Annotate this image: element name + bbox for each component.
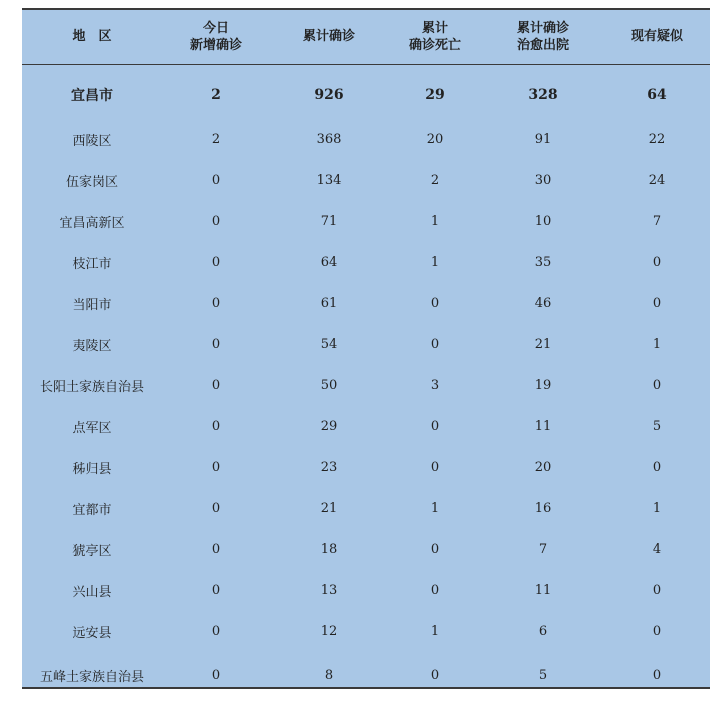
cell-suspected: 4: [652, 541, 662, 557]
cell-suspected: 5: [652, 418, 662, 434]
cell-deaths: 0: [430, 541, 440, 557]
header-cumulative-cured: [482, 10, 604, 64]
cell-deaths: 20: [426, 131, 444, 147]
cell-deaths: 0: [430, 336, 440, 352]
cell-cumulative: 8: [324, 668, 334, 683]
header-cumulative-deaths-line1: 累计: [421, 20, 448, 36]
cell-new: 0: [211, 377, 221, 393]
cell-deaths: 0: [430, 459, 440, 475]
cell-suspected: 22: [648, 131, 666, 147]
cell-suspected: 0: [652, 582, 662, 598]
cell-new: 0: [211, 459, 221, 475]
cell-cured: 30: [534, 172, 552, 188]
cell-region: 远安县: [72, 625, 112, 641]
cell-suspected: 0: [652, 254, 662, 270]
cell-cured: 7: [538, 541, 548, 557]
cell-cured: 11: [534, 582, 552, 598]
cell-suspected: 7: [652, 213, 662, 229]
table-row: [22, 652, 710, 700]
cell-new: 0: [211, 623, 221, 639]
cell-cumulative: 18: [320, 541, 338, 557]
cell-new: 0: [211, 500, 221, 516]
table-row: [22, 570, 710, 611]
cell-region: 秭归县: [72, 461, 112, 477]
header-region: [22, 10, 162, 64]
cell-cured: 19: [534, 377, 552, 393]
header-cumulative-deaths: [388, 10, 482, 64]
cell-region: 宜昌市: [71, 87, 113, 104]
table-row: [22, 324, 710, 365]
cell-cured: 328: [528, 86, 558, 103]
cell-cured: 21: [534, 336, 552, 352]
cell-region: 夷陵区: [72, 338, 112, 354]
cell-deaths: 1: [430, 254, 440, 270]
cell-new: 0: [211, 295, 221, 311]
table-header: [22, 10, 710, 64]
cell-deaths: 0: [430, 668, 440, 683]
cell-cured: 35: [534, 254, 552, 270]
header-row: [22, 10, 710, 64]
table-row: [22, 201, 710, 242]
cell-new: 2: [211, 131, 221, 147]
cell-region: 五峰土家族自治县: [39, 670, 144, 685]
cell-region: 点军区: [72, 420, 112, 436]
cell-suspected: 0: [652, 377, 662, 393]
cell-suspected: 0: [652, 459, 662, 475]
header-current-suspected: [604, 10, 710, 64]
cell-region: 猇亭区: [72, 543, 112, 559]
table-row: [22, 160, 710, 201]
cell-deaths: 0: [430, 295, 440, 311]
cell-cumulative: 368: [316, 131, 342, 147]
cell-new: 0: [211, 254, 221, 270]
table-row: [22, 611, 710, 652]
cell-suspected: 0: [652, 623, 662, 639]
cell-cumulative: 54: [320, 336, 338, 352]
cell-region: 兴山县: [72, 584, 112, 600]
cell-cumulative: 64: [320, 254, 338, 270]
cell-deaths: 1: [430, 213, 440, 229]
cell-suspected: 0: [652, 295, 662, 311]
header-current-suspected-label: 现有疑似: [630, 29, 683, 45]
cell-cured: 10: [534, 213, 552, 229]
table-row: [22, 447, 710, 488]
cell-cumulative: 61: [320, 295, 338, 311]
cell-cured: 11: [534, 418, 552, 434]
cell-cumulative: 50: [320, 377, 338, 393]
cell-new: 0: [211, 172, 221, 188]
table-row: [22, 406, 710, 447]
cell-suspected: 1: [652, 336, 662, 352]
table-row: [22, 488, 710, 529]
cell-suspected: 1: [652, 500, 662, 516]
cell-cumulative: 23: [320, 459, 338, 475]
cell-cured: 6: [538, 623, 548, 639]
cell-region: 当阳市: [72, 297, 112, 313]
cell-cured: 16: [534, 500, 552, 516]
cell-deaths: 1: [430, 500, 440, 516]
cell-deaths: 0: [430, 582, 440, 598]
cell-new: 0: [211, 418, 221, 434]
cell-cured: 46: [534, 295, 552, 311]
cell-cumulative: 926: [314, 86, 344, 103]
header-cumulative-deaths-line2: 确诊死亡: [408, 37, 461, 53]
cell-region: 西陵区: [72, 133, 112, 149]
cell-cumulative: 12: [320, 623, 338, 639]
header-cumulative-cured-line2: 治愈出院: [516, 37, 569, 53]
cell-cumulative: 71: [320, 213, 338, 229]
table-row: [22, 242, 710, 283]
cell-cumulative: 13: [320, 582, 338, 598]
cell-cured: 91: [534, 131, 552, 147]
header-region-label: 地 区: [72, 29, 112, 45]
cell-new: 0: [211, 213, 221, 229]
cell-region: 伍家岗区: [65, 174, 118, 190]
cell-new: 0: [211, 541, 221, 557]
header-cumulative-confirmed: [270, 10, 388, 64]
cell-new: 0: [211, 336, 221, 352]
cell-cured: 20: [534, 459, 552, 475]
cell-suspected: 24: [648, 172, 666, 188]
table-row: [22, 365, 710, 406]
cell-deaths: 3: [430, 377, 440, 393]
cell-deaths: 0: [430, 418, 440, 434]
table-row: [22, 529, 710, 570]
cell-region: 宜昌高新区: [59, 215, 125, 231]
header-cumulative-confirmed-label: 累计确诊: [302, 29, 355, 45]
cell-cumulative: 21: [320, 500, 338, 516]
cell-cumulative: 29: [320, 418, 338, 434]
header-new-confirmed: [162, 10, 270, 64]
table-body: [22, 64, 710, 700]
cell-suspected: 0: [652, 668, 662, 683]
table-row-total: [22, 64, 710, 119]
cell-region: 宜都市: [72, 502, 112, 518]
header-cumulative-cured-line1: 累计确诊: [516, 20, 569, 36]
data-table-panel: [22, 8, 710, 689]
cell-deaths: 1: [430, 623, 440, 639]
table-row: [22, 119, 710, 160]
cell-cured: 5: [538, 668, 548, 683]
cell-new: 2: [211, 86, 221, 103]
cell-deaths: 2: [430, 172, 440, 188]
cell-new: 0: [211, 582, 221, 598]
cell-region: 长阳土家族自治县: [39, 379, 144, 395]
table-row: [22, 283, 710, 324]
header-new-confirmed-line2: 新增确诊: [189, 37, 242, 53]
cell-deaths: 29: [425, 86, 445, 103]
cell-region: 枝江市: [72, 256, 112, 272]
cell-new: 0: [211, 668, 221, 683]
header-new-confirmed-line1: 今日: [202, 20, 229, 36]
epidemic-stats-table: [22, 10, 710, 700]
cell-suspected: 64: [647, 86, 667, 103]
cell-cumulative: 134: [316, 172, 342, 188]
